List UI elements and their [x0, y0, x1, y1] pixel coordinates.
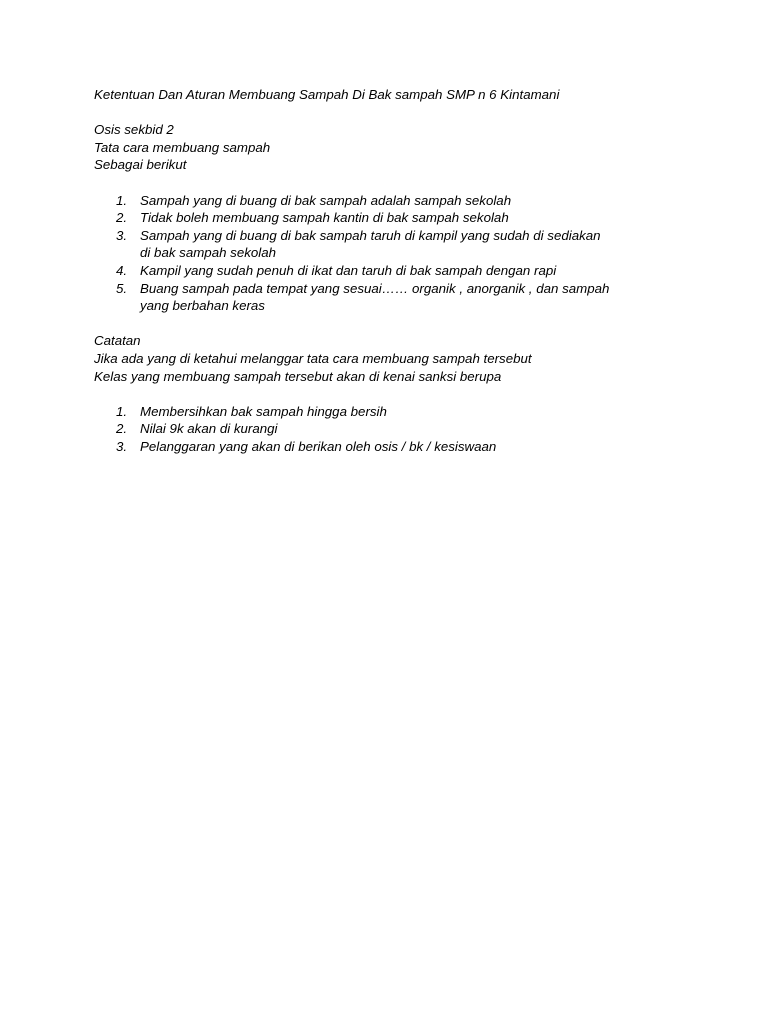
- list-number: 1.: [116, 403, 128, 419]
- spacer: [94, 174, 684, 192]
- list-item: [94, 403, 684, 421]
- list-number: 2.: [116, 210, 128, 226]
- list-item-text: Sampah yang di buang di bak sampah adalah sampah sekolah: [140, 192, 512, 208]
- list-item: [94, 192, 684, 210]
- list-number: 5.: [116, 280, 128, 296]
- list-number: 1.: [116, 192, 128, 208]
- list-item: [94, 280, 684, 315]
- spacer: [94, 315, 684, 333]
- list-item-text: Tidak boleh membuang sampah kantin di bak sampah sekolah: [140, 210, 509, 226]
- list-item-text: Nilai 9k akan di kurangi: [140, 421, 278, 437]
- document-title: Ketentuan Dan Aturan Membuang Sampah Di Bak sampah SMP n 6 Kintamani: [94, 87, 560, 102]
- list-item-text: Kampil yang sudah penuh di ikat dan taruh di bak sampah dengan rapi: [140, 262, 557, 278]
- document-page: [94, 86, 684, 455]
- list-item-text: Sampah yang di buang di bak sampah taruh di kampil yang sudah di sediakan: [140, 227, 601, 243]
- list-item: [94, 227, 684, 262]
- list-number: 3.: [116, 227, 128, 243]
- list-number: 4.: [116, 262, 128, 278]
- intro-line: Sebagai berikut: [94, 157, 187, 173]
- list-item: [94, 209, 684, 227]
- spacer: [94, 104, 684, 122]
- list-item-text: Pelanggaran yang akan di berikan oleh osis / bk / kesiswaan: [140, 438, 497, 454]
- rules-list: [94, 192, 684, 315]
- notes-heading: Catatan: [94, 333, 141, 349]
- list-item: [94, 262, 684, 280]
- list-item: [94, 438, 684, 456]
- list-item-text: Membersihkan bak sampah hingga bersih: [140, 403, 387, 419]
- intro-line: Tata cara membuang sampah: [94, 139, 271, 155]
- sanctions-list: [94, 403, 684, 456]
- intro-line: Osis sekbid 2: [94, 122, 174, 138]
- list-item-text-continued: di bak sampah sekolah: [140, 245, 277, 261]
- list-number: 3.: [116, 438, 128, 454]
- list-item-text: Buang sampah pada tempat yang sesuai…… organik , anorganik , dan sampah: [140, 280, 610, 296]
- list-item-text-continued: yang berbahan keras: [140, 298, 265, 314]
- spacer: [94, 385, 684, 403]
- list-item: [94, 420, 684, 438]
- notes-line: Jika ada yang di ketahui melanggar tata cara membuang sampah tersebut: [94, 350, 532, 366]
- notes-line: Kelas yang membuang sampah tersebut akan di kenai sanksi berupa: [94, 368, 502, 384]
- list-number: 2.: [116, 421, 128, 437]
